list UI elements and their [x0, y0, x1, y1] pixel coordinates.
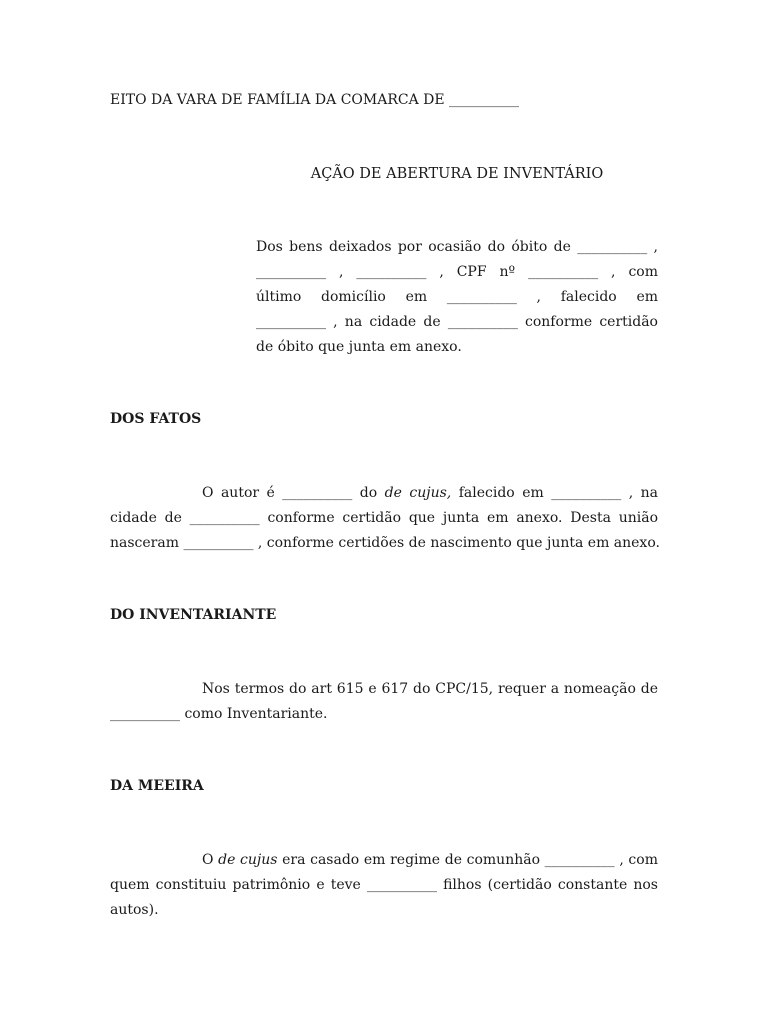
section-title-meeira: DA MEEIRA — [110, 778, 204, 794]
intro-paragraph — [256, 235, 658, 360]
section-title-fatos: DOS FATOS — [110, 411, 202, 427]
intro-line-1: Dos bens deixados por ocasião do óbito de __________ , — [256, 239, 658, 255]
fatos-line-2: cidade de __________ conforme certidão que junta em anexo. Desta união — [110, 510, 658, 526]
intro-line-3: último domicílio em __________ , falecido em — [256, 289, 658, 305]
intro-line-4: __________ , na cidade de __________ conforme certidão — [256, 314, 658, 330]
intro-line-5: de óbito que junta em anexo. — [256, 339, 462, 355]
fatos-line-3: nasceram __________ , conforme certidões de nascimento que junta em anexo. — [110, 535, 660, 551]
meeira-line-1-b: era casado em regime de comunhão __________ , com — [277, 852, 658, 868]
meeira-line-1-em: de cujus — [218, 852, 278, 868]
meeira-line-1 — [110, 848, 658, 873]
section-title-inventariante: DO INVENTARIANTE — [110, 607, 277, 623]
intro-line-2: __________ , __________ , CPF nº __________ , com — [256, 264, 658, 280]
meeira-line-1-a: O — [202, 852, 219, 868]
meeira-line-3: autos). — [110, 902, 159, 918]
document-title: AÇÃO DE ABERTURA DE INVENTÁRIO — [310, 166, 604, 182]
fatos-line-1 — [110, 481, 658, 506]
meeira-line-2: quem constituiu patrimônio e teve __________ filhos (certidão constante nos — [110, 877, 658, 893]
inventariante-line-1: Nos termos do art 615 e 617 do CPC/15, requer a nomeação de — [202, 681, 658, 697]
fatos-line-1-em: de cujus, — [384, 485, 452, 501]
inventariante-line-2: __________ como Inventariante. — [110, 706, 328, 722]
fatos-paragraph — [110, 481, 658, 556]
fatos-line-1-b: falecido em __________ , na — [451, 485, 659, 501]
fatos-line-1-a: O autor é __________ do — [202, 485, 385, 501]
meeira-paragraph — [110, 848, 658, 923]
inventariante-paragraph — [110, 677, 658, 727]
court-heading: EITO DA VARA DE FAMÍLIA DA COMARCA DE __________ — [110, 92, 520, 108]
